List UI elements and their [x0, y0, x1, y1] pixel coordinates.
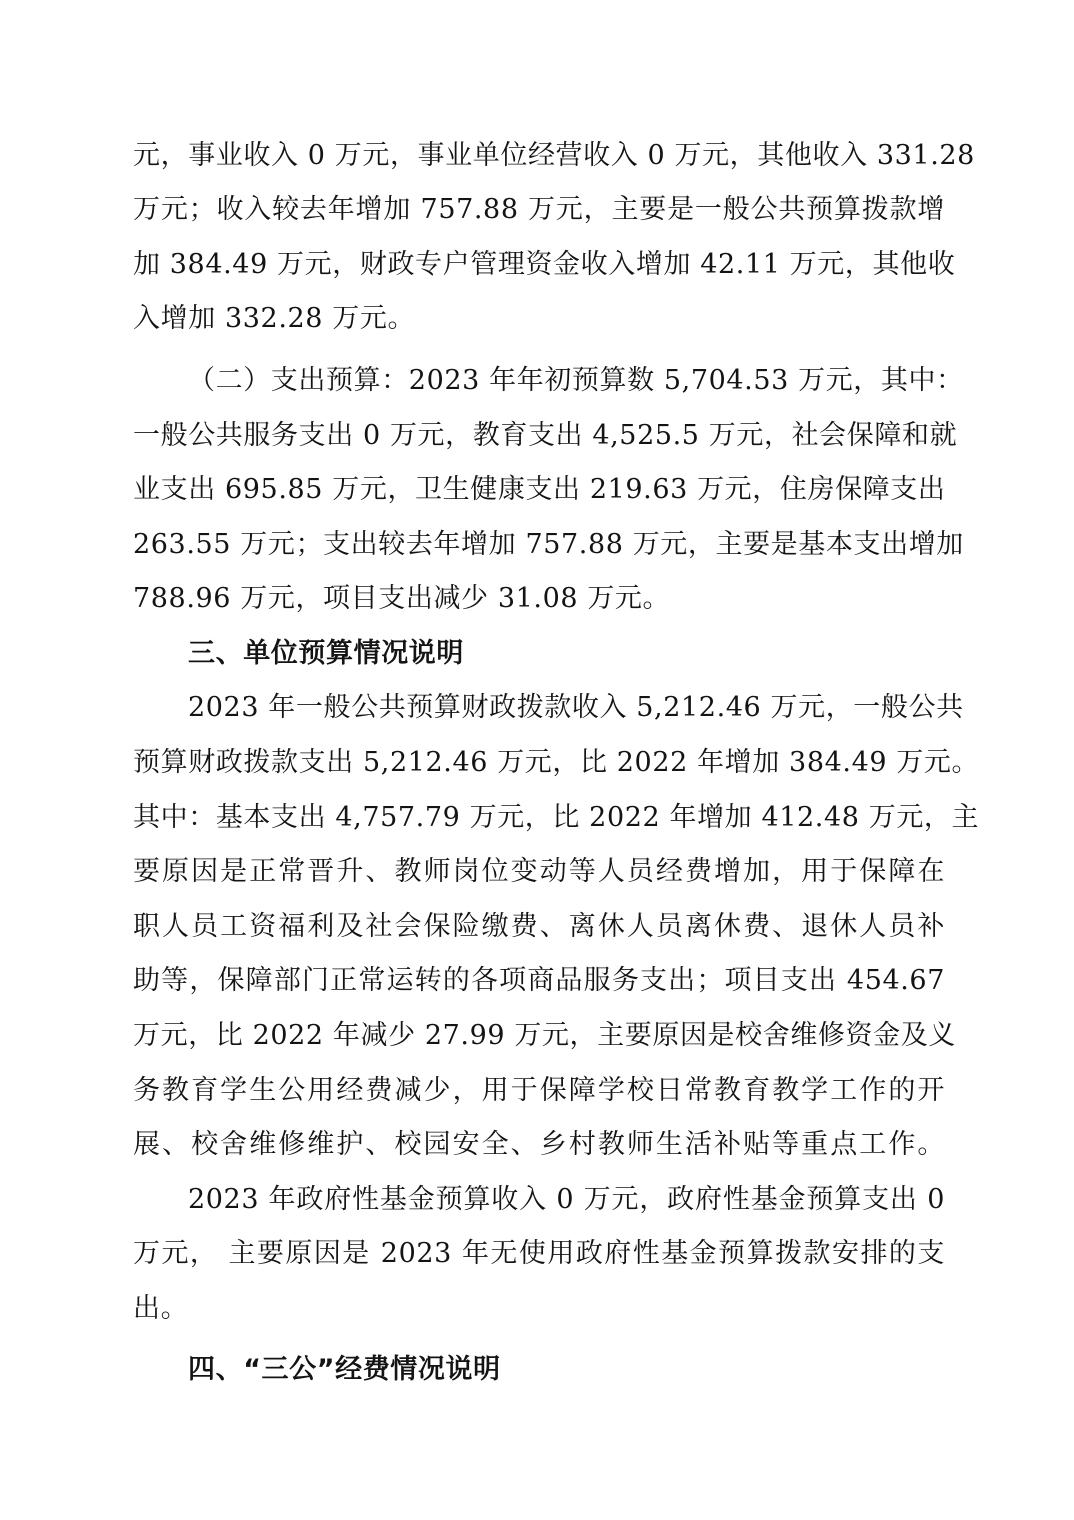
paragraph-3-line-4: 要原因是正常晋升、教师岗位变动等人员经费增加，用于保障在: [133, 856, 945, 887]
paragraph-2-line-4: 263.55 万元；支出较去年增加 757.88 万元，主要是基本支出增加: [133, 529, 964, 560]
section-heading-3: 三、单位预算情况说明: [188, 638, 464, 669]
paragraph-3-line-6: 助等，保障部门正常运转的各项商品服务支出；项目支出 454.67: [133, 965, 945, 996]
paragraph-3-line-7: 万元，比 2022 年减少 27.99 万元，主要原因是校舍维修资金及义: [133, 1020, 956, 1051]
paragraph-2-line-1: （二）支出预算：2023 年年初预算数 5,704.53 万元，其中：: [188, 365, 964, 396]
paragraph-3-line-5: 职人员工资福利及社会保险缴费、离休人员离休费、退休人员补: [133, 911, 945, 942]
paragraph-1-line-3: 加 384.49 万元，财政专户管理资金收入增加 42.11 万元，其他收: [133, 249, 956, 280]
paragraph-3-line-3: 其中：基本支出 4,757.79 万元，比 2022 年增加 412.48 万元，主: [133, 802, 980, 833]
paragraph-2-line-3: 业支出 695.85 万元，卫生健康支出 219.63 万元，住房保障支出: [133, 474, 946, 505]
paragraph-2-line-2: 一般公共服务支出 0 万元，教育支出 4,525.5 万元，社会保障和就: [133, 420, 958, 451]
paragraph-3-line-1: 2023 年一般公共预算财政拨款收入 5,212.46 万元，一般公共: [188, 692, 964, 723]
paragraph-4-line-1: 2023 年政府性基金预算收入 0 万元，政府性基金预算支出 0: [188, 1184, 945, 1215]
paragraph-1-line-4: 入增加 332.28 万元。: [133, 303, 416, 334]
paragraph-3-line-8: 务教育学生公用经费减少，用于保障学校日常教育教学工作的开: [133, 1075, 945, 1106]
paragraph-1-line-2: 万元；收入较去年增加 757.88 万元，主要是一般公共预算拨款增: [133, 194, 945, 225]
paragraph-4-line-2: 万元， 主要原因是 2023 年无使用政府性基金预算拨款安排的支: [133, 1238, 945, 1269]
paragraph-3-line-2: 预算财政拨款支出 5,212.46 万元，比 2022 年增加 384.49 万元。: [133, 747, 980, 778]
paragraph-4-line-3: 出。: [133, 1293, 189, 1324]
section-heading-4: 四、“三公”经费情况说明: [188, 1354, 501, 1385]
paragraph-2-line-5: 788.96 万元，项目支出减少 31.08 万元。: [133, 583, 671, 614]
paragraph-1-line-1: 元，事业收入 0 万元，事业单位经营收入 0 万元，其他收入 331.28: [133, 140, 975, 171]
paragraph-3-line-9: 展、校舍维修维护、校园安全、乡村教师生活补贴等重点工作。: [133, 1129, 945, 1160]
